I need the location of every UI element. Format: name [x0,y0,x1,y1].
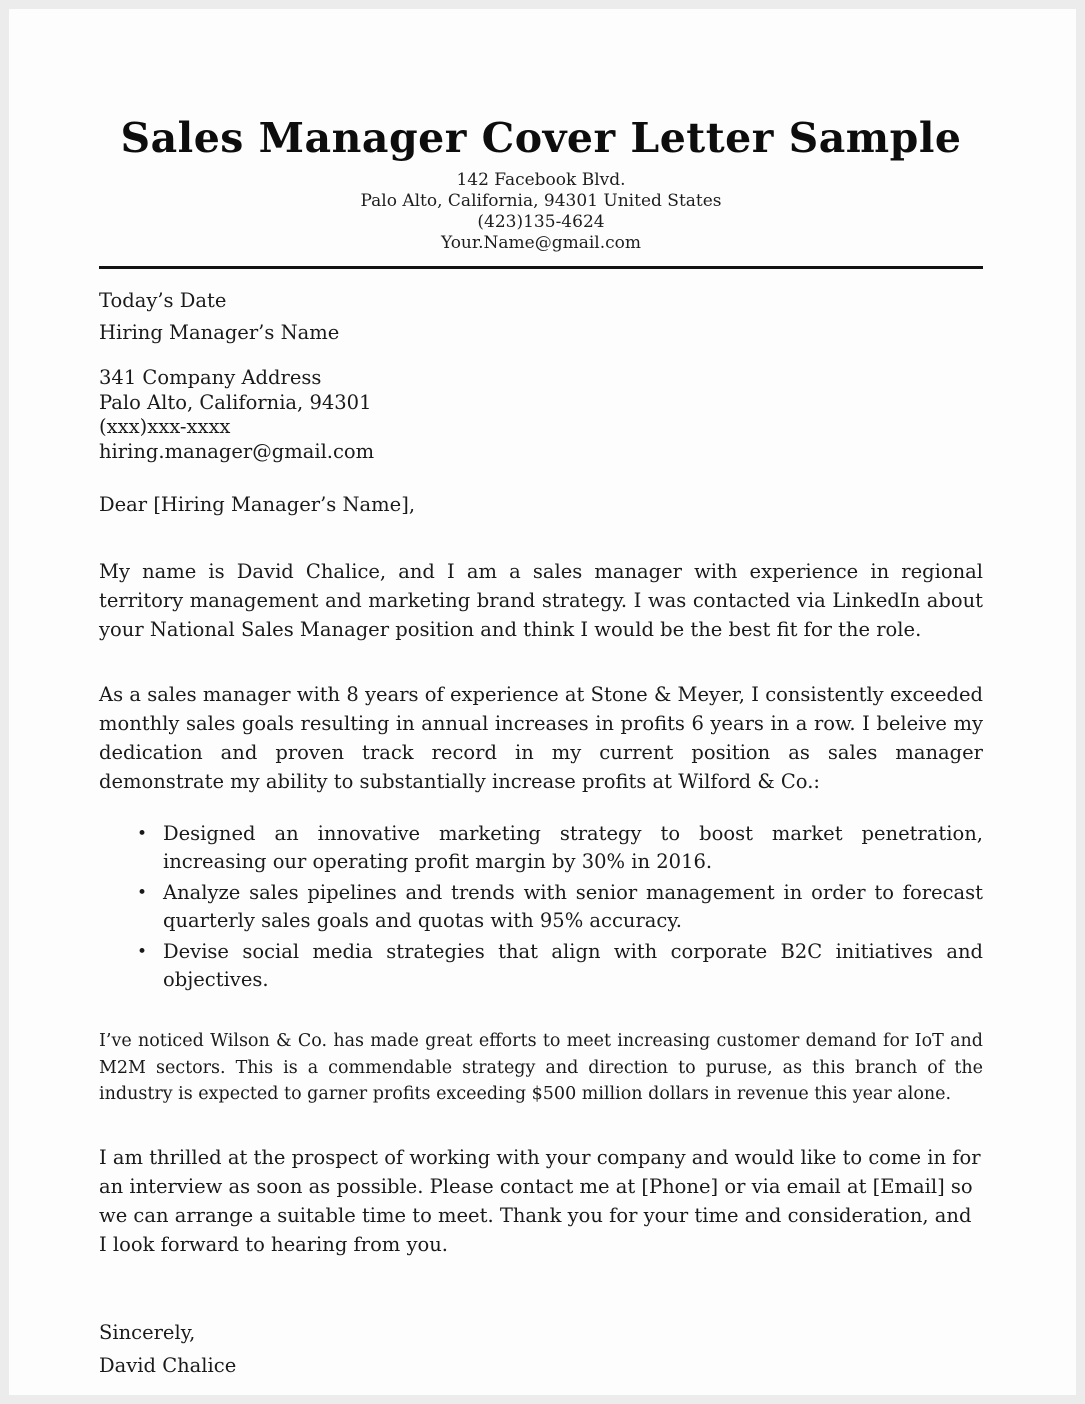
salutation: Dear [Hiring Manager’s Name], [99,493,416,516]
achievement-item: • Devise social media strategies that align with corporate B2C initiatives and objectives. [163,938,983,994]
achievement-list [99,820,983,994]
signature-name: David Chalice [99,1353,237,1377]
header-divider [99,266,983,269]
date-line: Today’s Date [99,289,227,312]
paragraph-company: I’ve noticed Wilson & Co. has made great efforts to meet increasing customer demand for IoT and M2M sectors. This is a commendable strategy and direction to puruse, as this branch of the industry is expected to garner profits exceeding $500 million dollars in revenue this year alone. [99,1031,983,1104]
sender-email: Your.Name@gmail.com [440,233,642,253]
recipient-address-block [99,366,983,464]
recipient-address: 341 Company Address [99,366,322,389]
document-content [9,9,1076,1382]
sender-contact-block [99,170,983,254]
letter-body [99,285,983,1382]
recipient-email: hiring.manager@gmail.com [99,439,375,463]
paragraph-experience: As a sales manager with 8 years of experience at Stone & Meyer, I consistently exceeded monthly sales goals resulting in annual increases in profits 6 years in a row. I beleive my dedication and proven track record in my current position as sales manager demonstrate my ability to substantially increase profits at Wilford & Co.: [99,683,983,793]
achievement-item: • Analyze sales pipelines and trends with senior management in order to forecast quarterly sales goals and quotas with 95% accuracy. [163,879,983,935]
letter-header [99,114,983,269]
recipient-city: Palo Alto, California, 94301 [99,390,372,414]
signoff: Sincerely, [99,1320,196,1344]
sender-address-line1: 142 Facebook Blvd. [456,170,626,190]
paragraph-closing: I am thrilled at the prospect of working with your company and would like to come in for an interview as soon as possible. Please contact me at [Phone] or via email at [Email] so we can arrange a suitable time to meet. Thank you for your time and consideration, and I look forward to hearing from you. [99,1145,981,1256]
paragraph-intro: My name is David Chalice, and I am a sales manager with experience in regional territory management and marketing brand strategy. I was contacted via LinkedIn about your National Sales Manager position and think I would be the best fit for the role. [99,560,983,641]
recipient-name-line: Hiring Manager’s Name [99,321,340,344]
sender-address-line2: Palo Alto, California, 94301 United States [360,191,722,211]
sender-phone: (423)135-4624 [477,212,605,232]
page-title: Sales Manager Cover Letter Sample [120,114,962,162]
recipient-phone: (xxx)xxx-xxxx [99,415,231,438]
achievement-item: • Designed an innovative marketing strategy to boost market penetration, increasing our operating profit margin by 30% in 2016. [163,820,983,876]
